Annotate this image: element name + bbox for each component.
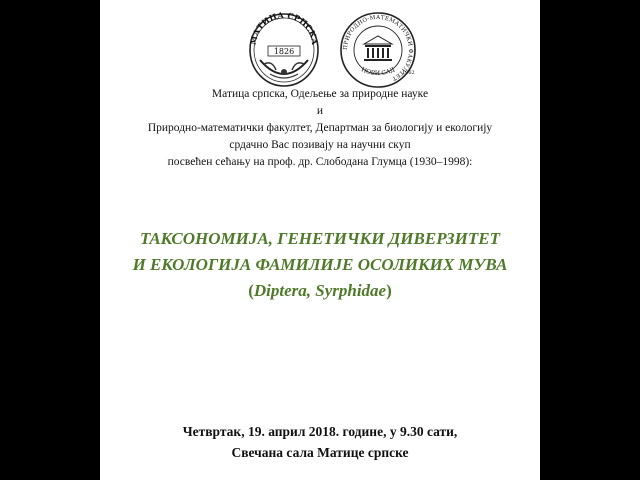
- logos-row: [100, 10, 540, 90]
- intro-line-and: и: [316, 105, 324, 117]
- event-date-time: Четвртак, 19. април 2018. године, у 9.30 сати,: [182, 424, 458, 439]
- logo-pmf-year: 1962: [402, 70, 415, 76]
- title-line-3: [100, 278, 540, 304]
- intro-line-coorganizer: Природно-математички факултет, Департман за биологију и екологију: [147, 122, 493, 134]
- logo-pmf-ring-text: ПРИРОДНО-МАТЕМАТИЧКИ ФАКУЛТЕТ: [342, 14, 414, 82]
- event-venue: Свечана сала Матице српске: [231, 445, 409, 460]
- invitation-page: [100, 0, 540, 480]
- intro-line-dedication: посвећен сећању на проф. др. Слободана Глумца (1930–1998):: [167, 156, 473, 168]
- title-paren-close: ): [386, 281, 392, 300]
- logo-ms-text: МАТИЦА СРПСКА: [247, 10, 321, 46]
- title-line-2: И ЕКОЛОГИЈА ФАМИЛИЈЕ ОСОЛИКИХ МУВА: [132, 255, 508, 274]
- intro-line-organizer: Матица српска, Одељење за природне науке: [211, 88, 429, 100]
- intro-line-invite: срдачно Вас позивају на научни скуп: [229, 139, 411, 151]
- title-taxon: Diptera, Syrphidae: [253, 281, 387, 300]
- svg-text:НОВИ САД: [360, 66, 396, 77]
- title-paren-open: (: [248, 281, 254, 300]
- intro-text: [100, 86, 540, 171]
- title-line-1: ТАКСОНОМИЈА, ГЕНЕТИЧКИ ДИВЕРЗИТЕТ: [140, 229, 500, 248]
- logo-ms-year: 1826: [273, 47, 295, 56]
- event-details: [100, 421, 540, 463]
- pmf-logo: [338, 10, 418, 88]
- matica-srpska-logo: [246, 10, 322, 88]
- svg-text:МАТИЦА СРПСКА: [248, 10, 320, 46]
- event-title: [100, 226, 540, 304]
- logo-pmf-city: НОВИ САД: [360, 66, 396, 78]
